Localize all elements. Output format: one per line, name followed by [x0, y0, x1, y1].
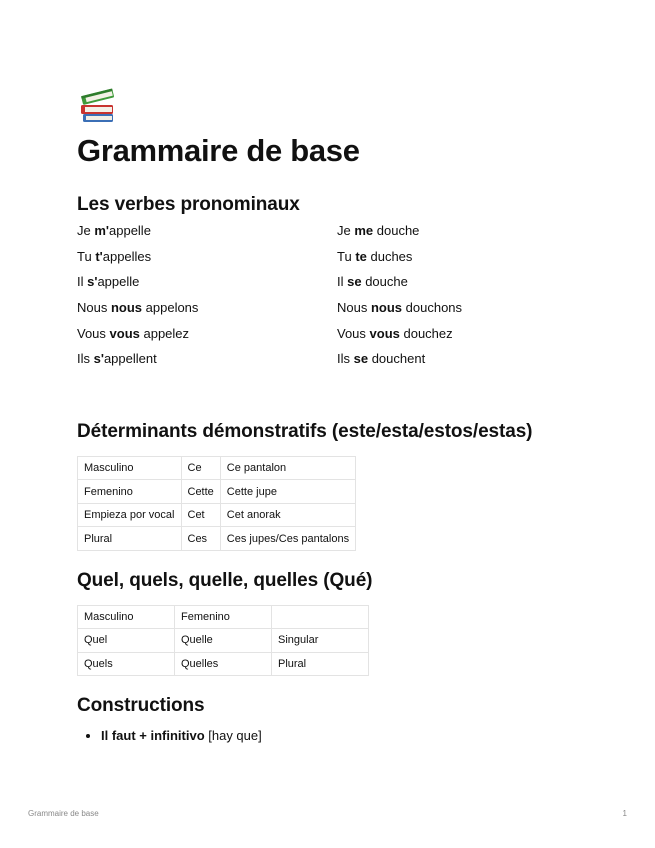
table-cell: Femenino: [78, 480, 182, 504]
table-cell: Ce pantalon: [220, 456, 355, 480]
table-cell: Femenino: [175, 605, 272, 629]
section-constructions: [77, 695, 597, 745]
verb-line: Vous vous appelez: [77, 325, 190, 341]
verb-line: Il s'appelle: [77, 274, 140, 290]
section-quel: [77, 570, 597, 676]
table-cell: Quelles: [175, 652, 272, 676]
verb-line: Nous nous douchons: [337, 299, 463, 315]
table-cell: Cette: [181, 480, 220, 504]
section-heading: Déterminants démonstratifs (este/esta/estos/estas): [77, 421, 533, 443]
table-row: [78, 527, 356, 551]
table-cell: Ces jupes/Ces pantalons: [220, 527, 355, 551]
verb-line: Tu te duches: [337, 248, 413, 264]
table-row: [78, 629, 369, 653]
table-cell: Cet: [181, 503, 220, 527]
section-heading: Les verbes pronominaux: [77, 194, 300, 216]
footer-page-number: 1: [622, 809, 627, 818]
table-cell: Cet anorak: [220, 503, 355, 527]
section-heading: Quel, quels, quelle, quelles (Qué): [77, 569, 373, 591]
table-cell: Plural: [78, 527, 182, 551]
footer-title: Grammaire de base: [28, 809, 99, 818]
table-cell: Masculino: [78, 605, 175, 629]
verb-column-doucher: [337, 224, 597, 378]
quel-table: [77, 605, 369, 677]
verb-line: Je m'appelle: [77, 222, 151, 238]
verb-line: Il se douche: [337, 274, 408, 290]
table-cell: Ce: [181, 456, 220, 480]
table-cell: Empieza por vocal: [78, 503, 182, 527]
table-row: [78, 605, 369, 629]
table-cell: Ces: [181, 527, 220, 551]
section-verbes-pronominaux: [77, 194, 597, 378]
table-cell: Quelle: [175, 629, 272, 653]
table-cell: Masculino: [78, 456, 182, 480]
table-cell: [272, 605, 369, 629]
constructions-list: [77, 727, 597, 745]
verb-line: Je me douche: [337, 222, 420, 238]
verb-grid: [77, 224, 597, 378]
verb-line: Tu t'appelles: [77, 248, 152, 264]
table-row: [78, 652, 369, 676]
table-cell: Quel: [78, 629, 175, 653]
verb-column-appeler: [77, 224, 337, 378]
list-item: • Il faut + infinitivo [hay que]: [101, 727, 597, 745]
table-cell: Cette jupe: [220, 480, 355, 504]
verb-line: Ils s'appellent: [77, 351, 157, 367]
table-cell: Quels: [78, 652, 175, 676]
section-heading: Constructions: [77, 695, 205, 717]
verb-line: Nous nous appelons: [77, 299, 199, 315]
table-row: [78, 456, 356, 480]
verb-line: Ils se douchent: [337, 351, 426, 367]
section-determinants: [77, 421, 597, 551]
books-icon: [77, 84, 597, 126]
document-page: [77, 84, 597, 745]
demonstratifs-table: [77, 456, 356, 551]
verb-line: Vous vous douchez: [337, 325, 453, 341]
table-row: [78, 480, 356, 504]
table-cell: Plural: [272, 652, 369, 676]
table-row: [78, 503, 356, 527]
page-title: Grammaire de base: [77, 133, 360, 168]
table-cell: Singular: [272, 629, 369, 653]
